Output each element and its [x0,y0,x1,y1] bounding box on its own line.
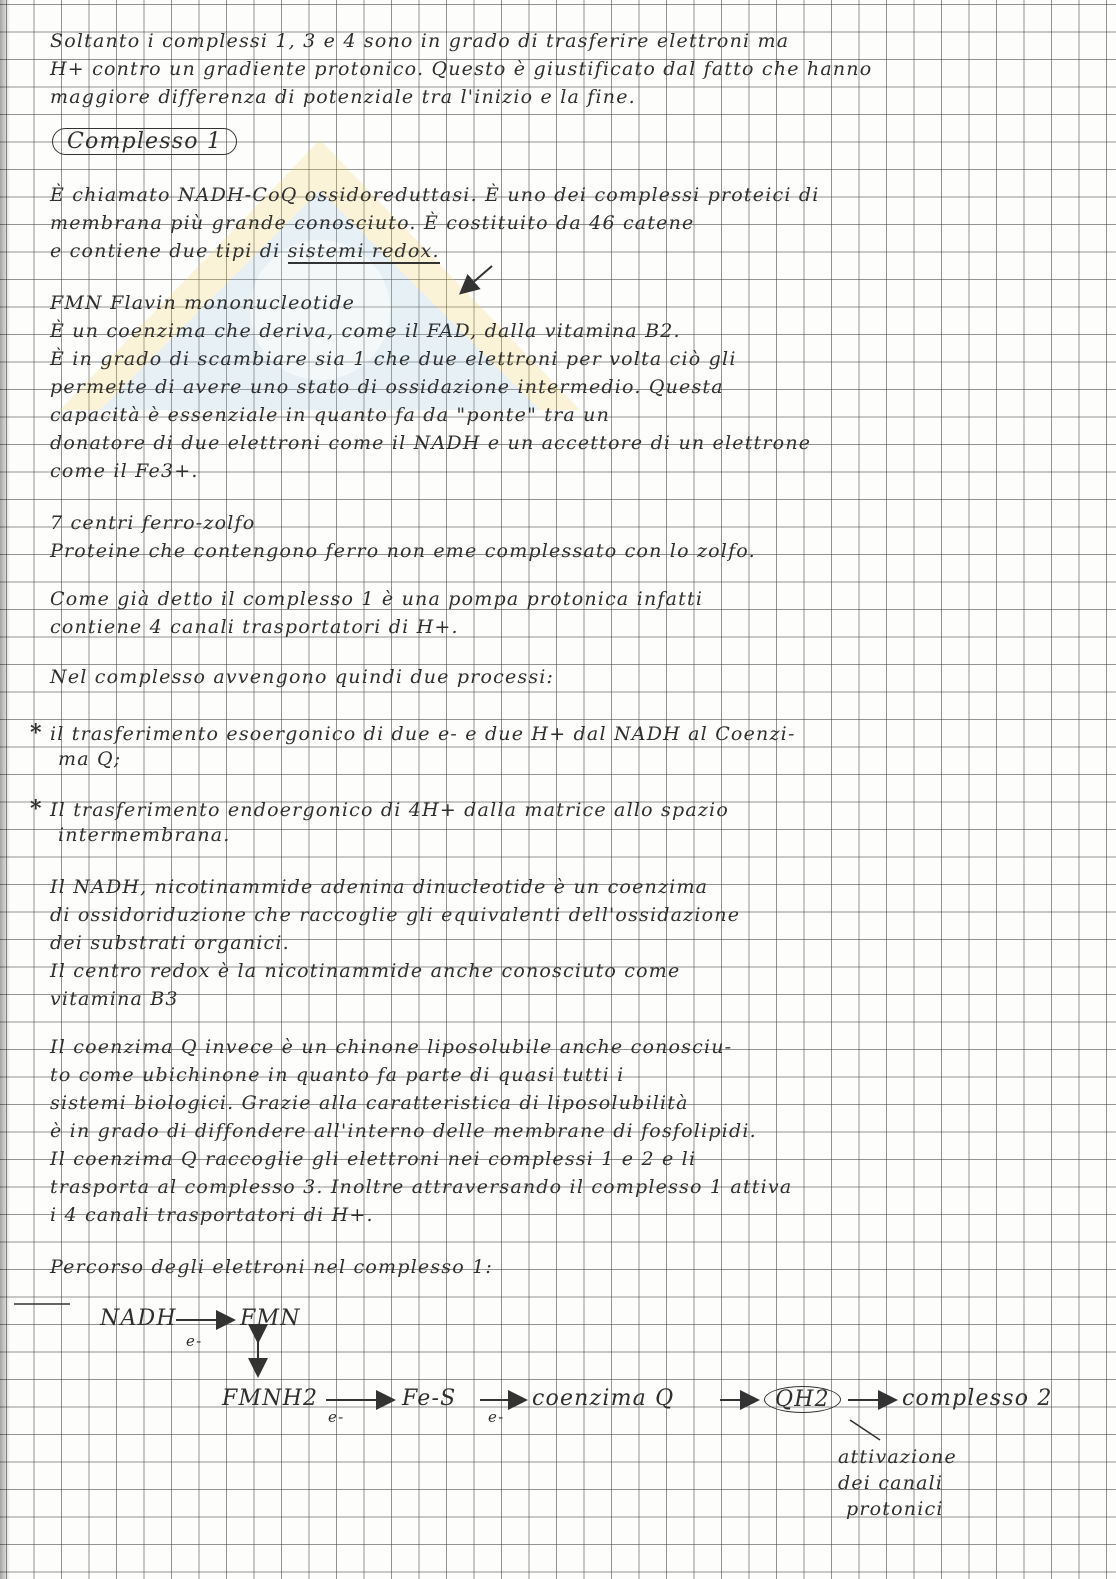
fmn-title: FMN Flavin mononucleotide [50,292,356,314]
pump-line-1: Come già detto il complesso 1 è una pompa protonica infatti [50,588,704,610]
process-1-line-1: il trasferimento esoergonico di due e- e due H+ dal NADH al Coenzi- [49,723,796,745]
complex1-heading: Complesso 1 [52,128,237,155]
coq-line-2: to come ubichinone in quanto fa parte di quasi tutti i [50,1064,625,1086]
coq-line-5: Il coenzima Q raccoglie gli elettroni nei complessi 1 e 2 e li [50,1148,697,1170]
path-note-line-3: protonici [846,1498,944,1520]
coq-line-1: Il coenzima Q invece è un chinone liposolubile anche conosciu- [50,1036,733,1058]
complex1-desc-line-2: membrana più grande conosciuto. È costituito da 46 catene [50,212,695,234]
arrow-note [850,1420,880,1440]
coq-line-4: è in grado di diffondere all'interno delle membrane di fosfolipidi. [50,1120,757,1142]
fmn-line-5: donatore di due elettroni come il NADH e un accettore di un elettrone [50,432,812,454]
path-complex2: complesso 2 [902,1386,1053,1411]
fes-title: 7 centri ferro-zolfo [50,512,256,534]
nadh-line-5: vitamina B3 [50,988,179,1010]
redox-systems-label: sistemi redox. [287,240,440,262]
pump-line-2: contiene 4 canali trasportatori di H+. [50,616,459,638]
nadh-line-1: Il NADH, nicotinammide adenina dinucleotide è un coenzima [50,876,709,898]
path-e-label-3: e- [488,1408,505,1426]
complex1-desc-text: e contiene due tipi di [50,240,281,262]
fmn-line-4: capacità è essenziale in quanto fa da "ponte" tra un [50,404,611,426]
coq-line-3: sistemi biologici. Grazie alla caratteristica di liposolubilità [50,1092,689,1114]
fmn-line-1: È un coenzima che deriva, come il FAD, dalla vitamina B2. [50,320,681,342]
bullet-star: * [30,796,43,822]
fes-line-1: Proteine che contengono ferro non eme complessato con lo zolfo. [50,540,756,562]
process-1-line-2: ma Q; [58,748,122,770]
redox-pointer-arrow [462,266,492,292]
fmn-line-3: permette di avere uno stato di ossidazione intermedio. Questa [50,376,724,398]
processes-intro: Nel complesso avvengono quindi due processi: [50,666,555,688]
intro-line-3: maggiore differenza di potenziale tra l'inizio e la fine. [50,86,636,108]
fmn-line-6: come il Fe3+. [50,460,199,482]
path-note-line-2: dei canali [838,1472,944,1494]
intro-line-2: H+ contro un gradiente protonico. Questo è giustificato dal fatto che hanno [50,58,873,80]
path-title: Percorso degli elettroni nel complesso 1: [50,1256,493,1278]
bullet-star: * [30,720,43,746]
process-2-line-2: intermembrana. [58,824,231,846]
intro-line-1: Soltanto i complessi 1, 3 e 4 sono in grado di trasferire elettroni ma [50,30,790,52]
path-e-label-1: e- [186,1332,203,1350]
nadh-line-4: Il centro redox è la nicotinammide anche conosciuto come [50,960,681,982]
complex1-desc-line-1: È chiamato NADH-CoQ ossidoreduttasi. È uno dei complessi proteici di [50,184,820,206]
path-note-line-1: attivazione [838,1446,957,1468]
fmn-line-2: È in grado di scambiare sia 1 che due elettroni per volta ciò gli [50,348,737,370]
nadh-line-2: di ossidoriduzione che raccoglie gli equivalenti dell'ossidazione [50,904,741,926]
path-coq: coenzima Q [532,1386,675,1411]
path-nadh: NADH [100,1306,177,1331]
coq-line-6: trasporta al complesso 3. Inoltre attraversando il complesso 1 attiva [50,1176,793,1198]
path-e-label-2: e- [328,1408,345,1426]
process-2-line-1: Il trasferimento endoergonico di 4H+ dalla matrice allo spazio [49,799,729,821]
path-qh2: QH2 [764,1386,841,1413]
path-fmnh2: FMNH2 [222,1386,319,1411]
nadh-line-3: dei substrati organici. [50,932,290,954]
path-fmn: FMN [240,1306,301,1331]
path-fes: Fe-S [402,1386,457,1411]
coq-line-7: i 4 canali trasportatori di H+. [50,1204,374,1226]
